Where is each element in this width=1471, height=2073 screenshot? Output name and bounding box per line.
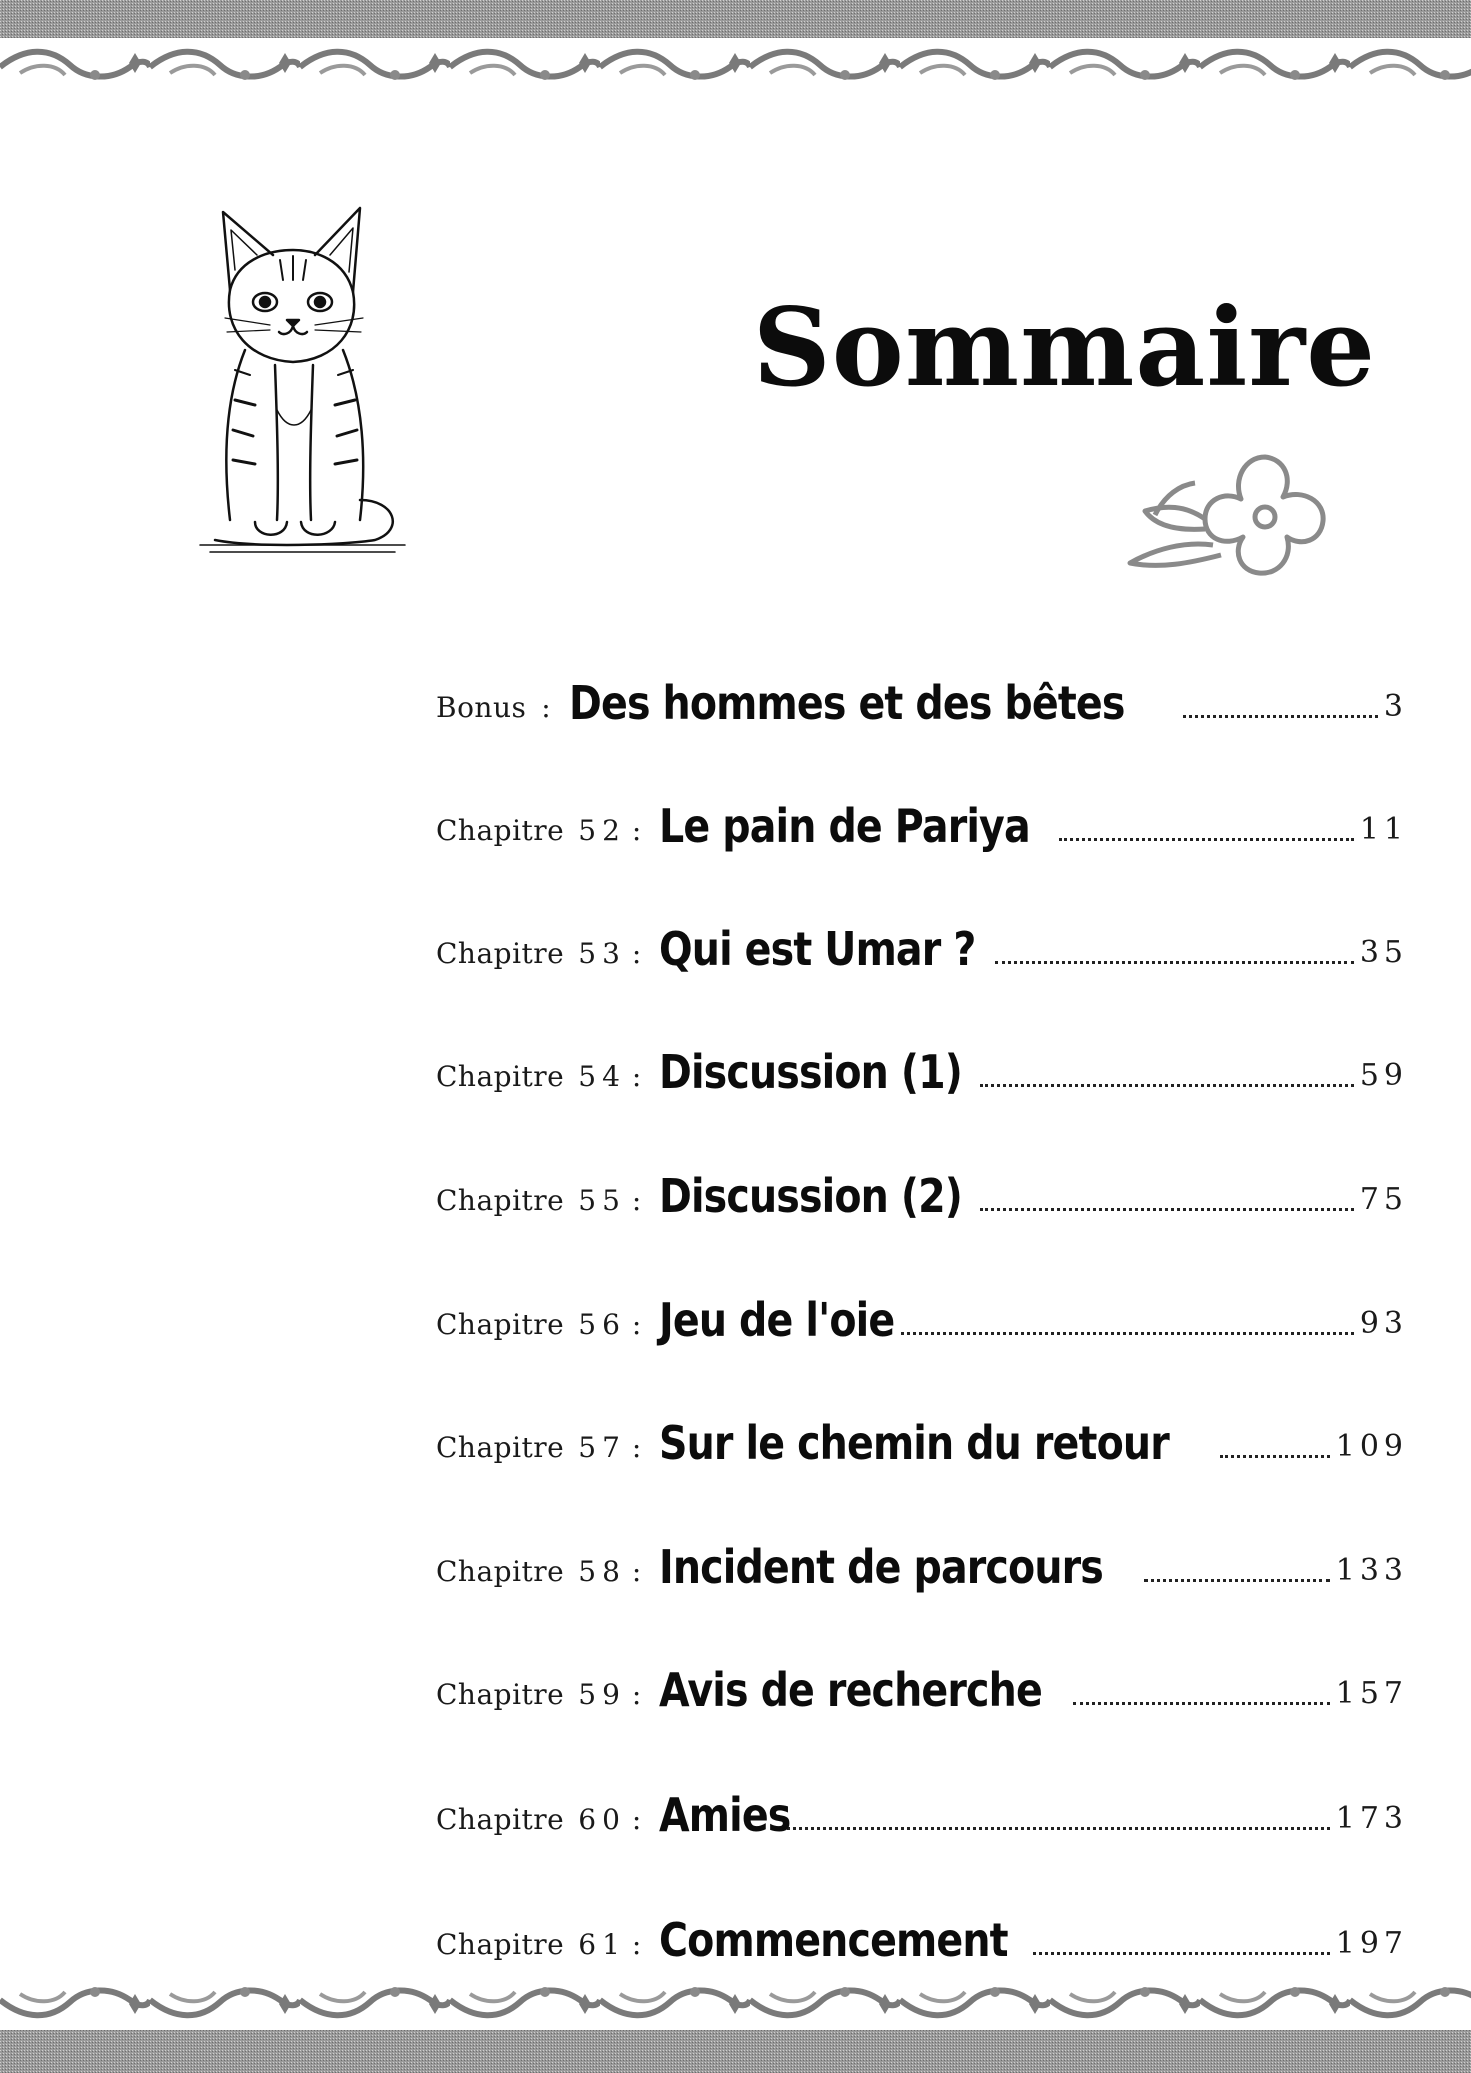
dotted-leader xyxy=(780,1827,1330,1830)
dotted-leader xyxy=(1033,1952,1330,1955)
entry-title: Discussion (2) xyxy=(659,1169,963,1223)
dotted-leader xyxy=(901,1332,1354,1335)
entry-title: Jeu de l'oie xyxy=(659,1293,895,1347)
entry-label: Bonus : xyxy=(436,691,551,724)
entry-label: Chapitre 55 : xyxy=(436,1184,642,1217)
entry-title: Amies xyxy=(659,1788,791,1842)
entry-title: Le pain de Pariya xyxy=(659,799,1031,853)
dotted-leader xyxy=(1183,715,1378,718)
entry-label: Chapitre 53 : xyxy=(436,937,642,970)
entry-title: Commencement xyxy=(659,1913,1009,1967)
dotted-leader xyxy=(995,961,1354,964)
entry-page-number: 11 xyxy=(1359,812,1408,847)
toc-entry-chapter-58 xyxy=(436,1514,1408,1594)
toc-entry-chapter-55 xyxy=(436,1143,1408,1223)
flower-ornament xyxy=(1125,445,1345,589)
toc-entry-chapter-53 xyxy=(436,896,1408,976)
toc-entry-chapter-52 xyxy=(436,773,1408,853)
dotted-leader xyxy=(1059,838,1354,841)
dotted-leader xyxy=(1220,1455,1330,1458)
entry-title: Incident de parcours xyxy=(659,1540,1104,1594)
toc-entry-chapter-61 xyxy=(436,1887,1408,1967)
dotted-leader xyxy=(1144,1579,1330,1582)
entry-title: Avis de recherche xyxy=(659,1663,1043,1717)
entry-page-number: 157 xyxy=(1335,1676,1408,1711)
toc-entry-chapter-60 xyxy=(436,1762,1408,1842)
entry-label: Chapitre 60 : xyxy=(436,1803,642,1836)
entry-page-number: 35 xyxy=(1359,935,1408,970)
entry-label: Chapitre 57 : xyxy=(436,1431,642,1464)
entry-page-number: 109 xyxy=(1335,1429,1408,1464)
entry-label: Chapitre 54 : xyxy=(436,1060,642,1093)
toc-entry-chapter-57 xyxy=(436,1390,1408,1470)
cat-illustration xyxy=(195,200,415,564)
entry-page-number: 93 xyxy=(1359,1306,1408,1341)
toc-entry-chapter-56 xyxy=(436,1267,1408,1347)
entry-title: Qui est Umar ? xyxy=(659,922,976,976)
toc-entry-chapter-59 xyxy=(436,1637,1408,1717)
toc-entry-chapter-54 xyxy=(436,1019,1408,1099)
dotted-leader xyxy=(980,1084,1354,1087)
bottom-ornamental-border xyxy=(0,1978,1471,2073)
entry-title: Sur le chemin du retour xyxy=(659,1416,1170,1470)
entry-label: Chapitre 61 : xyxy=(436,1928,642,1961)
entry-page-number: 133 xyxy=(1335,1553,1408,1588)
top-ornamental-border xyxy=(0,0,1471,95)
entry-label: Chapitre 52 : xyxy=(436,814,642,847)
entry-title: Des hommes et des bêtes xyxy=(568,676,1125,730)
entry-label: Chapitre 58 : xyxy=(436,1555,642,1588)
dotted-leader xyxy=(980,1208,1354,1211)
entry-page-number: 173 xyxy=(1335,1801,1408,1836)
entry-label: Chapitre 56 : xyxy=(436,1308,642,1341)
entry-page-number: 197 xyxy=(1335,1926,1408,1961)
toc-entry-bonus xyxy=(436,650,1408,730)
entry-page-number: 59 xyxy=(1359,1058,1408,1093)
entry-label: Chapitre 59 : xyxy=(436,1678,642,1711)
entry-title: Discussion (1) xyxy=(659,1045,963,1099)
entry-page-number: 3 xyxy=(1383,689,1408,724)
page-title: Sommaire xyxy=(752,285,1376,411)
dotted-leader xyxy=(1073,1702,1330,1705)
entry-page-number: 75 xyxy=(1359,1182,1408,1217)
